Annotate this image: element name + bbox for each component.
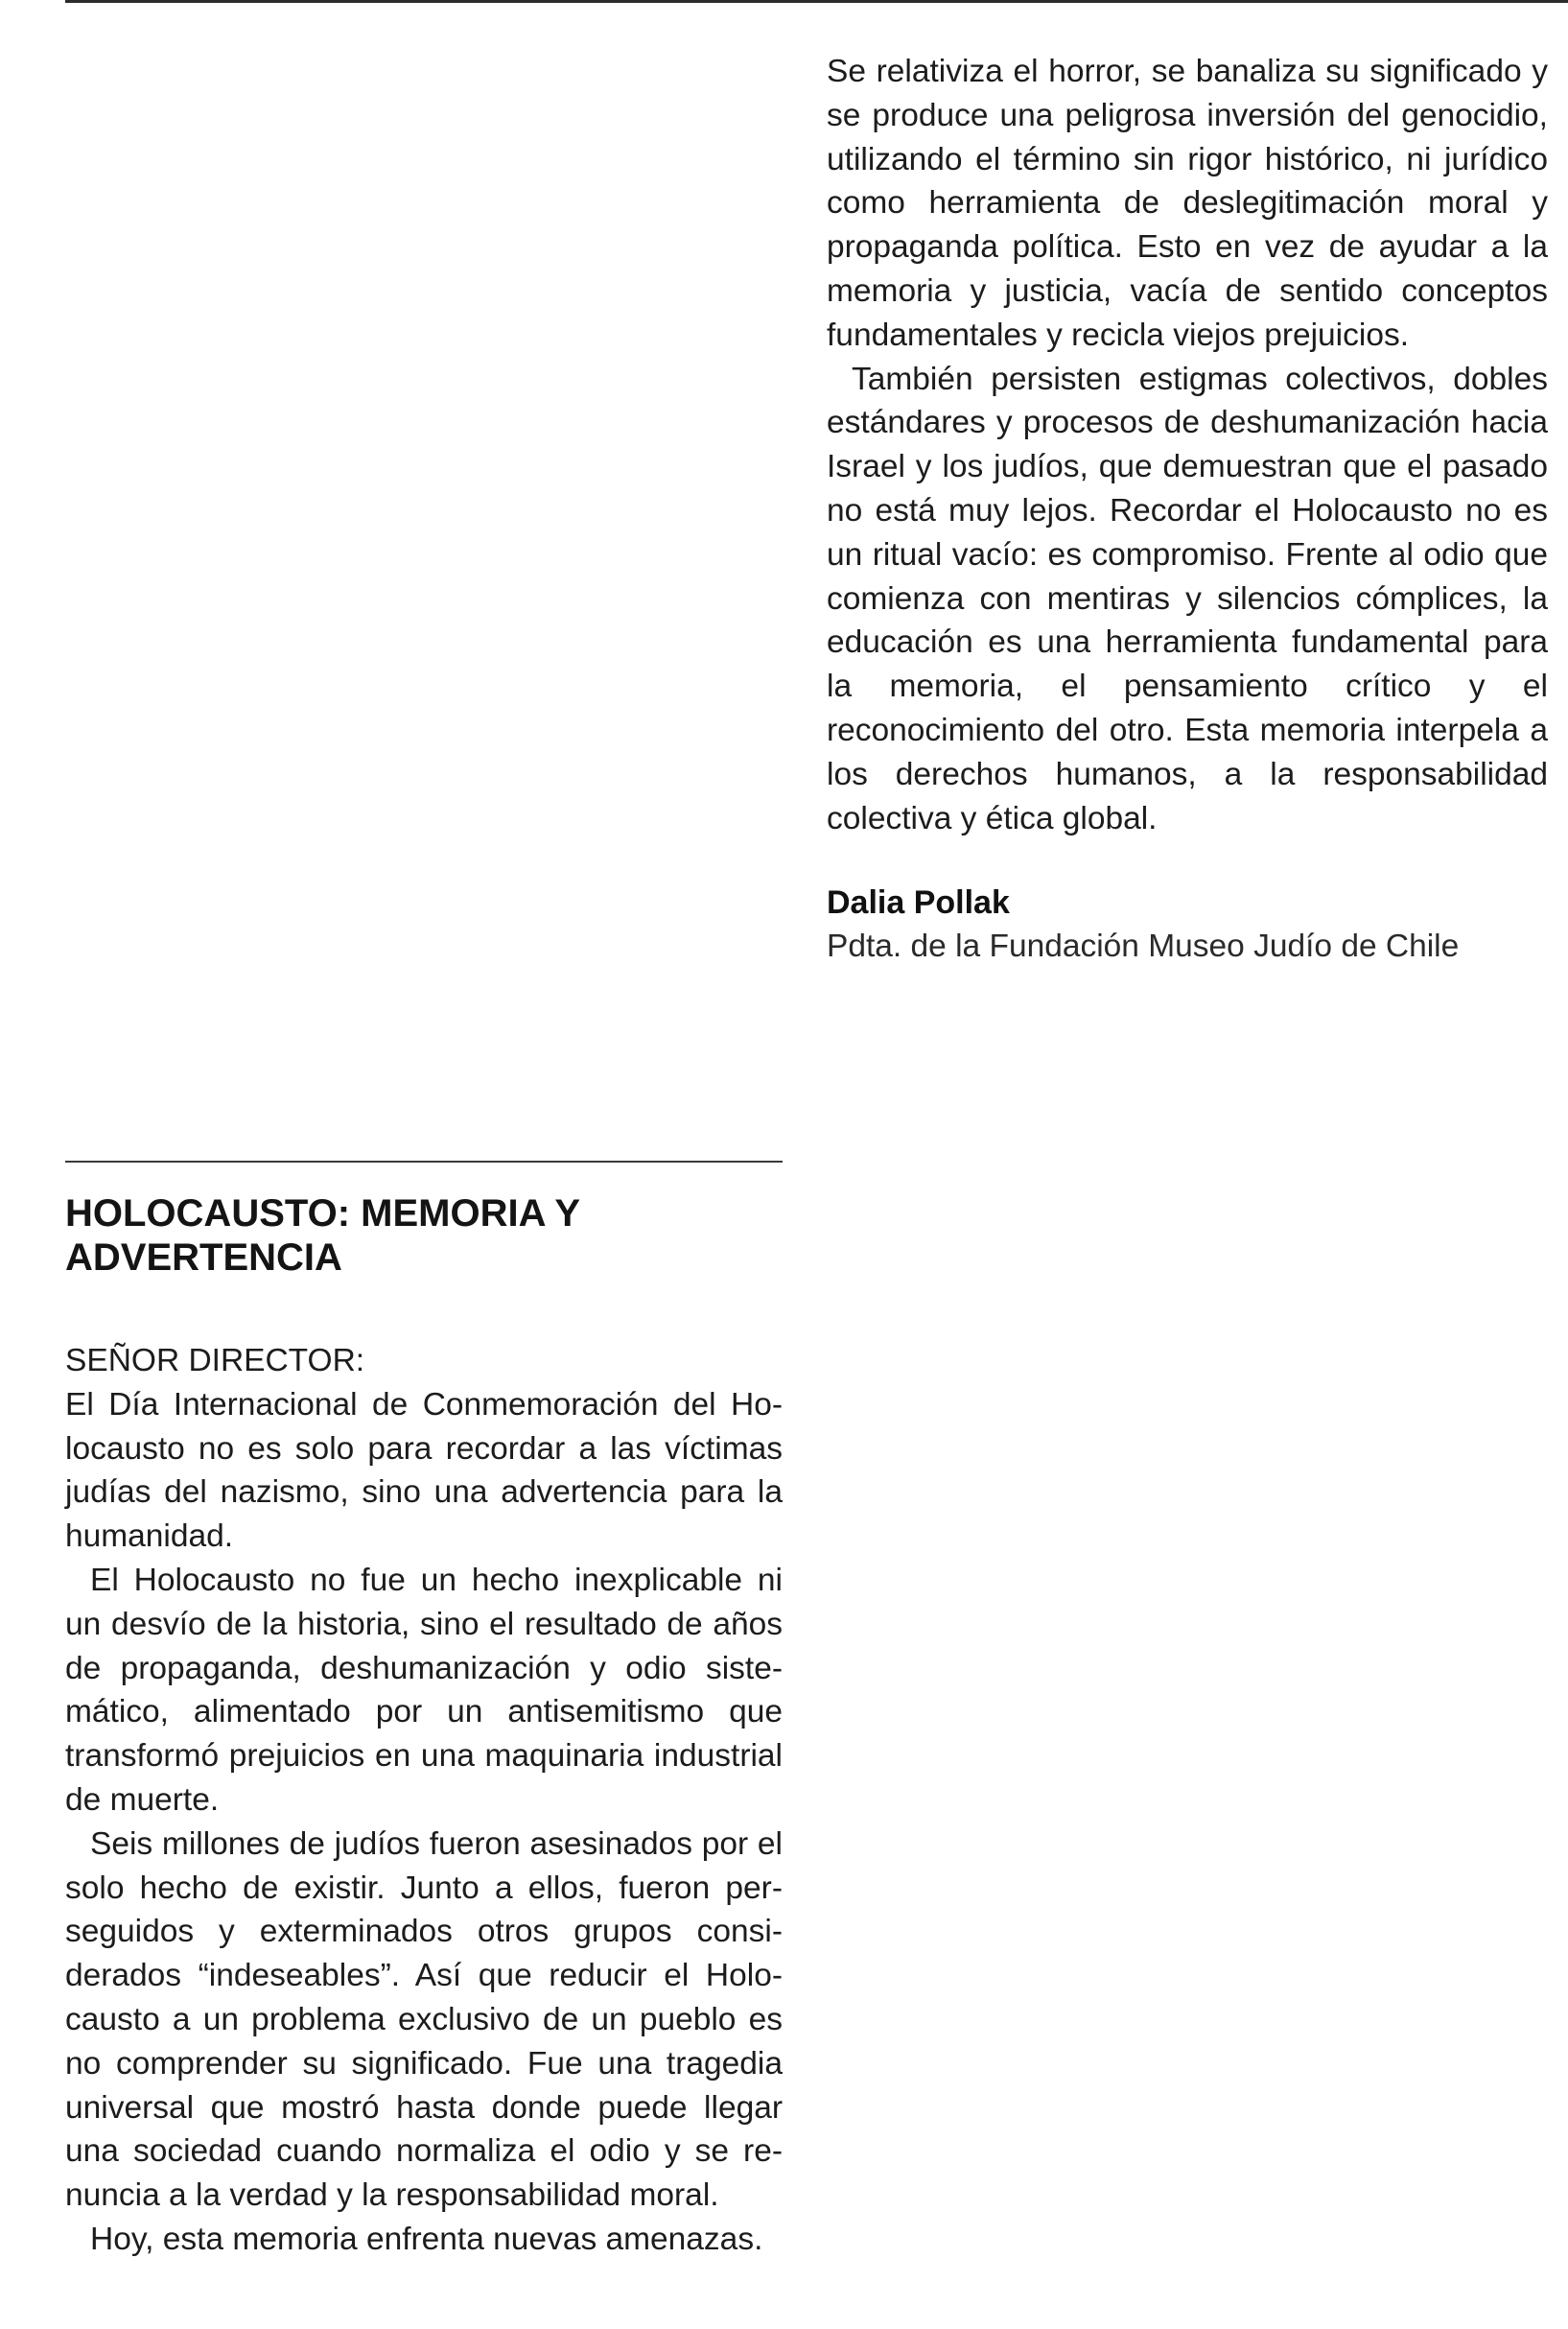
letter-headline: HOLOCAUSTO: MEMORIA Y ADVERTENCIA <box>65 1192 580 1279</box>
signature-role: Pdta. de la Fundación Museo Judío de Chile <box>827 929 1460 965</box>
paragraph: Seis millones de judíos fueron asesinados por el solo hecho de existir. Junto a ellos, fueron perseguidos y exterminados otros grupos considerados “indeseables”. Así que reducir el Holocausto a un problema exclusivo de un pueblo es no comprender su significado. Fue una tragedia universal que mostró hasta donde puede llegar una sociedad cuando normaliza el odio y se renuncia a la verdad y la responsabilidad moral. <box>65 1825 783 2214</box>
paragraph: Se relativiza el horror, se banaliza su significado y se produce una peligrosa inversión del genocidio, utilizando el término sin rigor histórico, ni jurídico como herramienta de deslegitimación moral y propaganda política. Esto en vez de ayudar a la memoria y justicia, vacía de sentido conceptos fundamentales y recicla viejos prejuicios. <box>827 54 1548 353</box>
paragraph: El Holocausto no fue un hecho inexplicable ni un desvío de la historia, sino el resultado de años de propaganda, deshumanización y odio sistemático, alimentado por un antisemitismo que transformó prejuicios en una maquinaria industrial de muerte. <box>65 1562 783 1818</box>
section-rule <box>65 1161 783 1163</box>
paragraph: El Día Internacional de Conmemoración del Holocausto no es solo para recordar a las víctimas judías del nazismo, sino una advertencia para la humanidad. <box>65 1386 783 1555</box>
letter-body <box>65 1383 783 2262</box>
letter-continuation-column <box>827 50 1548 969</box>
letter-continuation-body <box>827 50 1548 840</box>
signature-name: Dalia Pollak <box>827 884 1010 922</box>
paragraph: Hoy, esta memoria enfrenta nuevas amenazas. <box>90 2221 763 2257</box>
paragraph: También persisten estigmas colectivos, dobles estándares y procesos de deshumanización hacia Israel y los judíos, que demuestran que el pasado no está muy lejos. Recordar el Holocausto no es un ritual vacío: es compromiso. Frente al odio que comienza con mentiras y silencios cómplices, la educación es una herramienta fundamental para la memoria, el pensamiento crítico y el reconocimiento del otro. Esta memoria interpela a los derechos humanos, a la responsabilidad colectiva y ética global. <box>827 361 1548 836</box>
letter-column <box>65 1161 783 2262</box>
top-rule <box>65 0 1568 3</box>
salutation: SEÑOR DIRECTOR: <box>65 1343 365 1378</box>
